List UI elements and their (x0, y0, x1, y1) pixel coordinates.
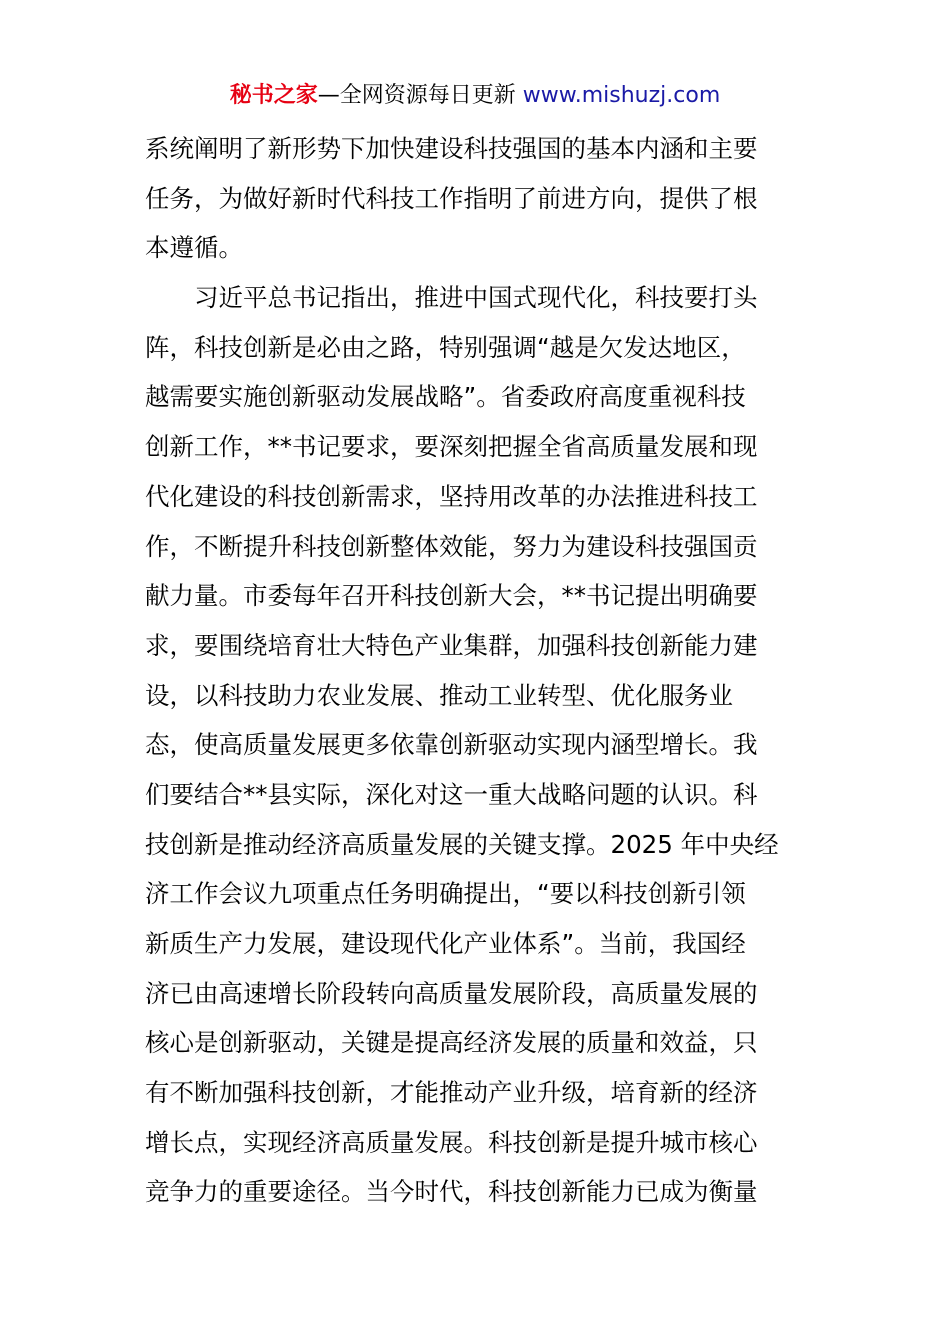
text-line: 竞争力的重要途径。当今时代，科技创新能力已成为衡量 (145, 1177, 758, 1207)
text-line: 济已由高速增长阶段转向高质量发展阶段，高质量发展的 (145, 978, 758, 1008)
text-line: 核心是创新驱动，关键是提高经济发展的质量和效益，只 (145, 1028, 758, 1058)
text-line: 求，要围绕培育壮大特色产业集群，加强科技创新能力建 (145, 630, 758, 660)
brand-name: 秘书之家 (229, 83, 318, 108)
text-line: 任务，为做好新时代科技工作指明了前进方向，提供了根 (145, 183, 758, 213)
text-line: 作，不断提升科技创新整体效能，努力为建设科技强国贡 (145, 531, 758, 561)
text-line: 设，以科技助力农业发展、推动工业转型、优化服务业 (145, 680, 733, 710)
text-line: 济工作会议九项重点任务明确提出，“要以科技创新引领 (145, 879, 746, 909)
text-line: 越需要实施创新驱动发展战略”。省委政府高度重视科技 (145, 382, 746, 412)
text-line: 态，使高质量发展更多依靠创新驱动实现内涵型增长。我 (145, 730, 758, 760)
text-line: 阵，科技创新是必由之路，特别强调“越是欠发达地区， (145, 332, 746, 362)
text-line: 献力量。市委每年召开科技创新大会，**书记提出明确要 (145, 581, 758, 611)
paragraph-start-line: 习近平总书记指出，推进中国式现代化，科技要打头 (194, 283, 758, 313)
text-line: 系统阐明了新形势下加快建设科技强国的基本内涵和主要 (145, 134, 758, 163)
text-line: 本遵循。 (145, 233, 243, 263)
text-line: 们要结合**县实际，深化对这一重大战略问题的认识。科 (145, 779, 758, 809)
page-header (0, 78, 950, 114)
text-line: 有不断加强科技创新，才能推动产业升级，培育新的经济 (145, 1078, 758, 1108)
header-tagline: —全网资源每日更新 (317, 83, 516, 108)
text-line: 增长点，实现经济高质量发展。科技创新是提升城市核心 (145, 1127, 758, 1157)
text-line: 技创新是推动经济高质量发展的关键支撑。2025 年中央经 (145, 829, 779, 859)
text-line: 创新工作，**书记要求，要深刻把握全省高质量发展和现 (145, 432, 758, 462)
text-line: 新质生产力发展，建设现代化产业体系”。当前，我国经 (145, 929, 746, 958)
text-line: 代化建设的科技创新需求，坚持用改革的办法推进科技工 (145, 481, 758, 511)
site-url-link[interactable]: www.mishuzj.com (522, 83, 721, 108)
body-paragraphs (145, 124, 810, 1217)
